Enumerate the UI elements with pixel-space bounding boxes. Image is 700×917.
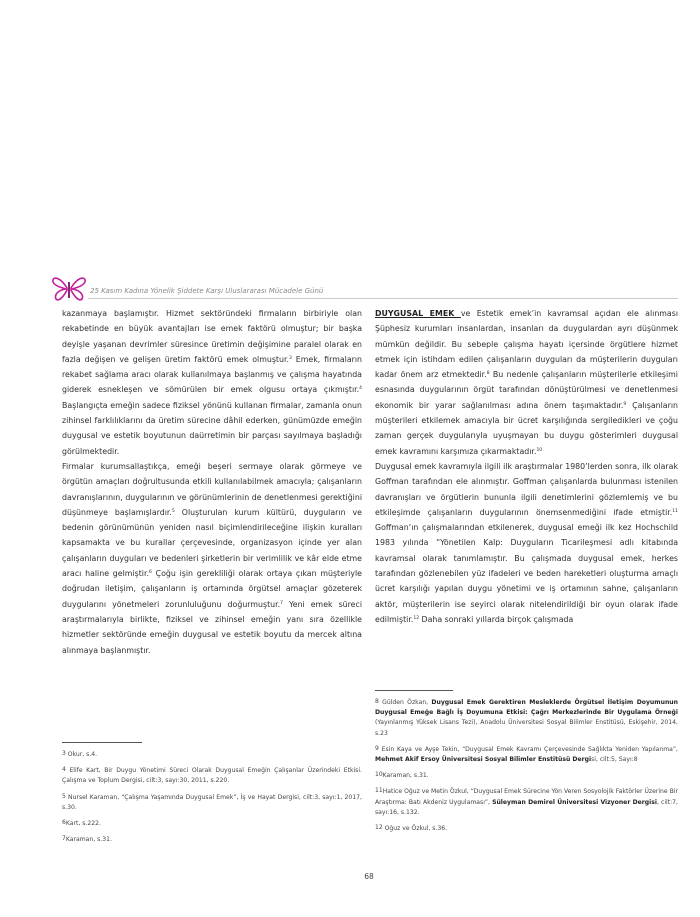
- footnote-marker: 9: [375, 744, 379, 752]
- footnote-marker: 6: [148, 570, 152, 576]
- text-run: Duygusal emek kavramıyla ilgili ilk araştırmalar 1980’lerden sonra, ilk olarak Goffman tarafından ele alınmıştır. Goffman çalışanlarda bulunması istenilen davranışları ve örgütlerin bununla ilgili denetimlerini gözlemlemiş ve bu etkileşimde çalışanların duygularının önemsenmediğini ifade etmiştir.: [375, 461, 678, 517]
- text-run: Nursel Karaman, “Çalışma Yaşamında Duygusal Emek”, İş ve Hayat Dergisi, cilt:3, sayı:1, 2017, s.30.: [62, 793, 362, 811]
- footnote-marker: 3: [288, 355, 292, 361]
- text-run: Yeni emek süreci araştırmalarıyla birlikte, fiziksel ve zihinsel emeğin yanı sıra özellikle hizmetler sektöründe emeğin duygusal ve estetik boyutu da mercek altına alınmaya başlanmıştır.: [62, 599, 362, 655]
- footnote: [62, 766, 362, 786]
- page-number: 68: [364, 872, 374, 881]
- footnote: [375, 745, 678, 765]
- page-header: [52, 276, 678, 302]
- text-run: Goffman’ın çalışmalarından etkilenerek, duygusal emeği ilk kez Hochschild 1983 yılında “Yönetilen Kalp: Duyguların Ticarileşmesi adlı kitabında kavramsal olarak tanımlamıştır. Bu çalışmada duygusal emek, herkes tarafından gözlenebilen yüz ifadeleri ve beden hareketleri oluşturma amaçlı ücret karşılığı yapılan duygu yönetimi ve iş ortamının sahne, çalışanların aktör, müşterilerin ise seyirci olarak nitelendirildiği bir oyun olarak ifade edilmiştir.: [375, 523, 678, 624]
- text-run: Esin Kaya ve Ayşe Tekin, “Duygusal Emek Kavramı Çerçevesinde Sağlıkta Yeniden Yapılanma”,: [378, 745, 678, 753]
- footnote: [62, 835, 362, 845]
- footnote-marker: 8: [375, 698, 379, 705]
- section-term: DUYGUSAL EMEK: [375, 309, 461, 318]
- paragraph: [375, 306, 678, 459]
- footnotes-right: [375, 690, 678, 840]
- header-rule: [88, 298, 678, 299]
- bold-title: Mehmet Akif Ersoy Üniversitesi Sosyal Bilimler Enstitüsü Dergi: [375, 756, 592, 764]
- text-run: Kart, s.222.: [65, 820, 101, 828]
- text-run: Karaman, s.31.: [65, 836, 112, 844]
- footnote-marker: 10: [536, 447, 543, 453]
- left-column: [62, 306, 362, 658]
- footnote-marker: 4: [359, 386, 362, 392]
- footnote-marker: 12: [413, 615, 420, 621]
- footnote: [62, 793, 362, 813]
- footnote-marker: 7: [62, 835, 66, 843]
- footnote-marker: 10: [375, 771, 383, 779]
- butterfly-logo-icon: [52, 276, 86, 302]
- footnote: [375, 698, 678, 739]
- footnote-marker: 11: [375, 787, 383, 795]
- text-run: si, cilt:5, Sayı:8: [591, 756, 638, 764]
- footnote-rule: [62, 742, 142, 743]
- text-run: Çalışanların müşterileri etkilemek amacıyla bir ücret karşılığında sergiledikleri ve çoğu zaman gerçek duygularıyla uyuşmayan bu duygu gösterimleri duygusal emek kavramını karşımıza çıkarmaktadır.: [375, 400, 678, 456]
- text-run: kazanmaya başlamıştır. Hizmet sektöründeki firmaların birbiriyle olan rekabetinde en büyük avantajları ise emek faktörü olmuştur; bir başka deyişle yaşanan devrimler süresince üretimin değişimine paralel olarak en fazla değişen ve gelişen üretim faktörü emek olmuştur.: [62, 309, 362, 364]
- text-run: Karaman, s.31.: [382, 772, 429, 780]
- text-run: Çoğu işin gerekliliği olarak ortaya çıkan müşteriyle doğrudan iletişim, çalışanların iş ortamında örgütsel amaçlar gözeterek duygularını yönetmeleri zorunluluğunu doğurmuştur.: [62, 569, 362, 609]
- footnote-marker: 8: [486, 371, 490, 377]
- paragraph: [62, 306, 362, 459]
- footnote: [375, 787, 678, 818]
- footnote-rule: [375, 690, 453, 691]
- footnote-marker: 9: [623, 401, 627, 407]
- running-title: 25 Kasım Kadına Yönelik Şiddete Karşı Uluslararası Mücadele Günü: [90, 287, 324, 295]
- text-run: Okur, s.4.: [65, 751, 98, 758]
- footnote-marker: 5: [62, 792, 66, 800]
- footnote-marker: 7: [280, 600, 283, 606]
- text-run: Daha sonraki yıllarda birçok çalışmada: [419, 614, 574, 624]
- paragraph: [375, 459, 678, 627]
- text-run: (Yayınlanmış Yüksek Lisans Tezi), Anadolu Üniversitesi Sosyal Bilimler Enstitüsü, Eskişehir, 2014, s.23: [375, 719, 678, 737]
- text-run: Hatice Oğuz ve Metin Özkul, “Duygusal Emek Sürecine Yön Veren Sosyolojik Faktörler Üzerine Bir Araştırma: Batı Akdeniz Uygulaması”,: [375, 788, 678, 806]
- text-run: Elife Kart, Bir Duygu Yönetimi Süreci Olarak Duygusal Emeğin Çalışanlar Üzerindeki Etkisi. Çalışma ve Toplum Dergisi, cilt:3, sayı:30, 2011, s.220.: [62, 767, 362, 785]
- footnote: [62, 819, 362, 829]
- footnote: [62, 750, 362, 760]
- bold-title: Duygusal Emek Gerektiren Mesleklerde Örgütsel İletişim Doyumunun Duygusal Emeğe Bağlı İş Doyumuna Etkisi: Çağrı Merkezlerinde Bir Uygulama Örneği: [375, 699, 678, 717]
- text-run: Oluşturulan kurum kültürü, duyguların ve bedenin görünümünün yeniden nasıl biçimlendirileceğine ilişkin kuralları kapsamakta ve bu kurallar çerçevesinde, organizasyon içinde yer alan çalışanların duyguları ve bedenleri şirketlerin bir verimlilik ve kâr elde etme aracı haline gelmiştir.: [62, 507, 363, 579]
- footnote: [375, 824, 678, 834]
- text-run: Gülden Özkan,: [378, 699, 432, 706]
- text-run: Emek, firmaların rekabet sağlama aracı olarak kullanılmaya başlanmış ve çalışma hayatında giderek esnekleşen ve sömürülen bir emek olgusu ortaya çıkmıştır.: [62, 354, 363, 395]
- footnote-marker: 5: [171, 508, 175, 514]
- footnote-marker: 6: [62, 819, 66, 827]
- footnote-marker: 4: [62, 766, 66, 774]
- bold-title: Süleyman Demirel Üniversitesi Vizyoner Dergisi: [492, 798, 657, 806]
- text-run: Oğuz ve Özkul, s.36.: [382, 825, 448, 833]
- text-run: Başlangıçta emeğin sadece fiziksel yönünü kullanan firmalar, zamanla onun zihinsel farklılıklarını da üretim sürecine dâhil ederken, günümüzde emeğin duygusal ve estetik boyutunun daürretimin bir parçası sayılmaya başladığı görülmektedir.: [62, 400, 362, 456]
- footnote-marker: 3: [62, 750, 66, 757]
- text-run: , cilt:7, sayı:16, s.132.: [375, 798, 678, 816]
- footnote: [375, 771, 678, 781]
- footnote-marker: 12: [375, 824, 383, 832]
- footnote-marker: 11: [672, 508, 678, 514]
- text-run: Bu nedenle çalışanların müşterilerle etkileşimi esnasında duygularının örgüt tarafından dönüştürülmesi ve denetlenmesi ekonomik bir yarar sağlanılması adına önem taşımaktadır.: [375, 370, 678, 410]
- text-run: ve Estetik emek’in kavramsal açıdan ele alınması Şüphesiz kurumları insanlardan, insanları da duygulardan ayrı düşünmek mümkün değildir. Bu sebeple çalışma hayatı içersinde örgütlere hizmet etmek için istihdam edilen çalışanların duyguları da müşterilerin duyguları kadar önem arz etmektedir.: [375, 309, 678, 380]
- footnotes-left: [62, 742, 362, 851]
- right-column: [375, 306, 678, 627]
- paragraph: [62, 459, 362, 658]
- text-run: Firmalar kurumsallaştıkça, emeği beşeri sermaye olarak görmeye ve örgütün amaçları doğrultusunda etkili kullanılabilmek amacıyla; çalışanların davranışlarının, duygularının ve görünümlerinin de denetlenmesi gerektiğini düşünmeye başlamışlardır.: [62, 461, 362, 517]
